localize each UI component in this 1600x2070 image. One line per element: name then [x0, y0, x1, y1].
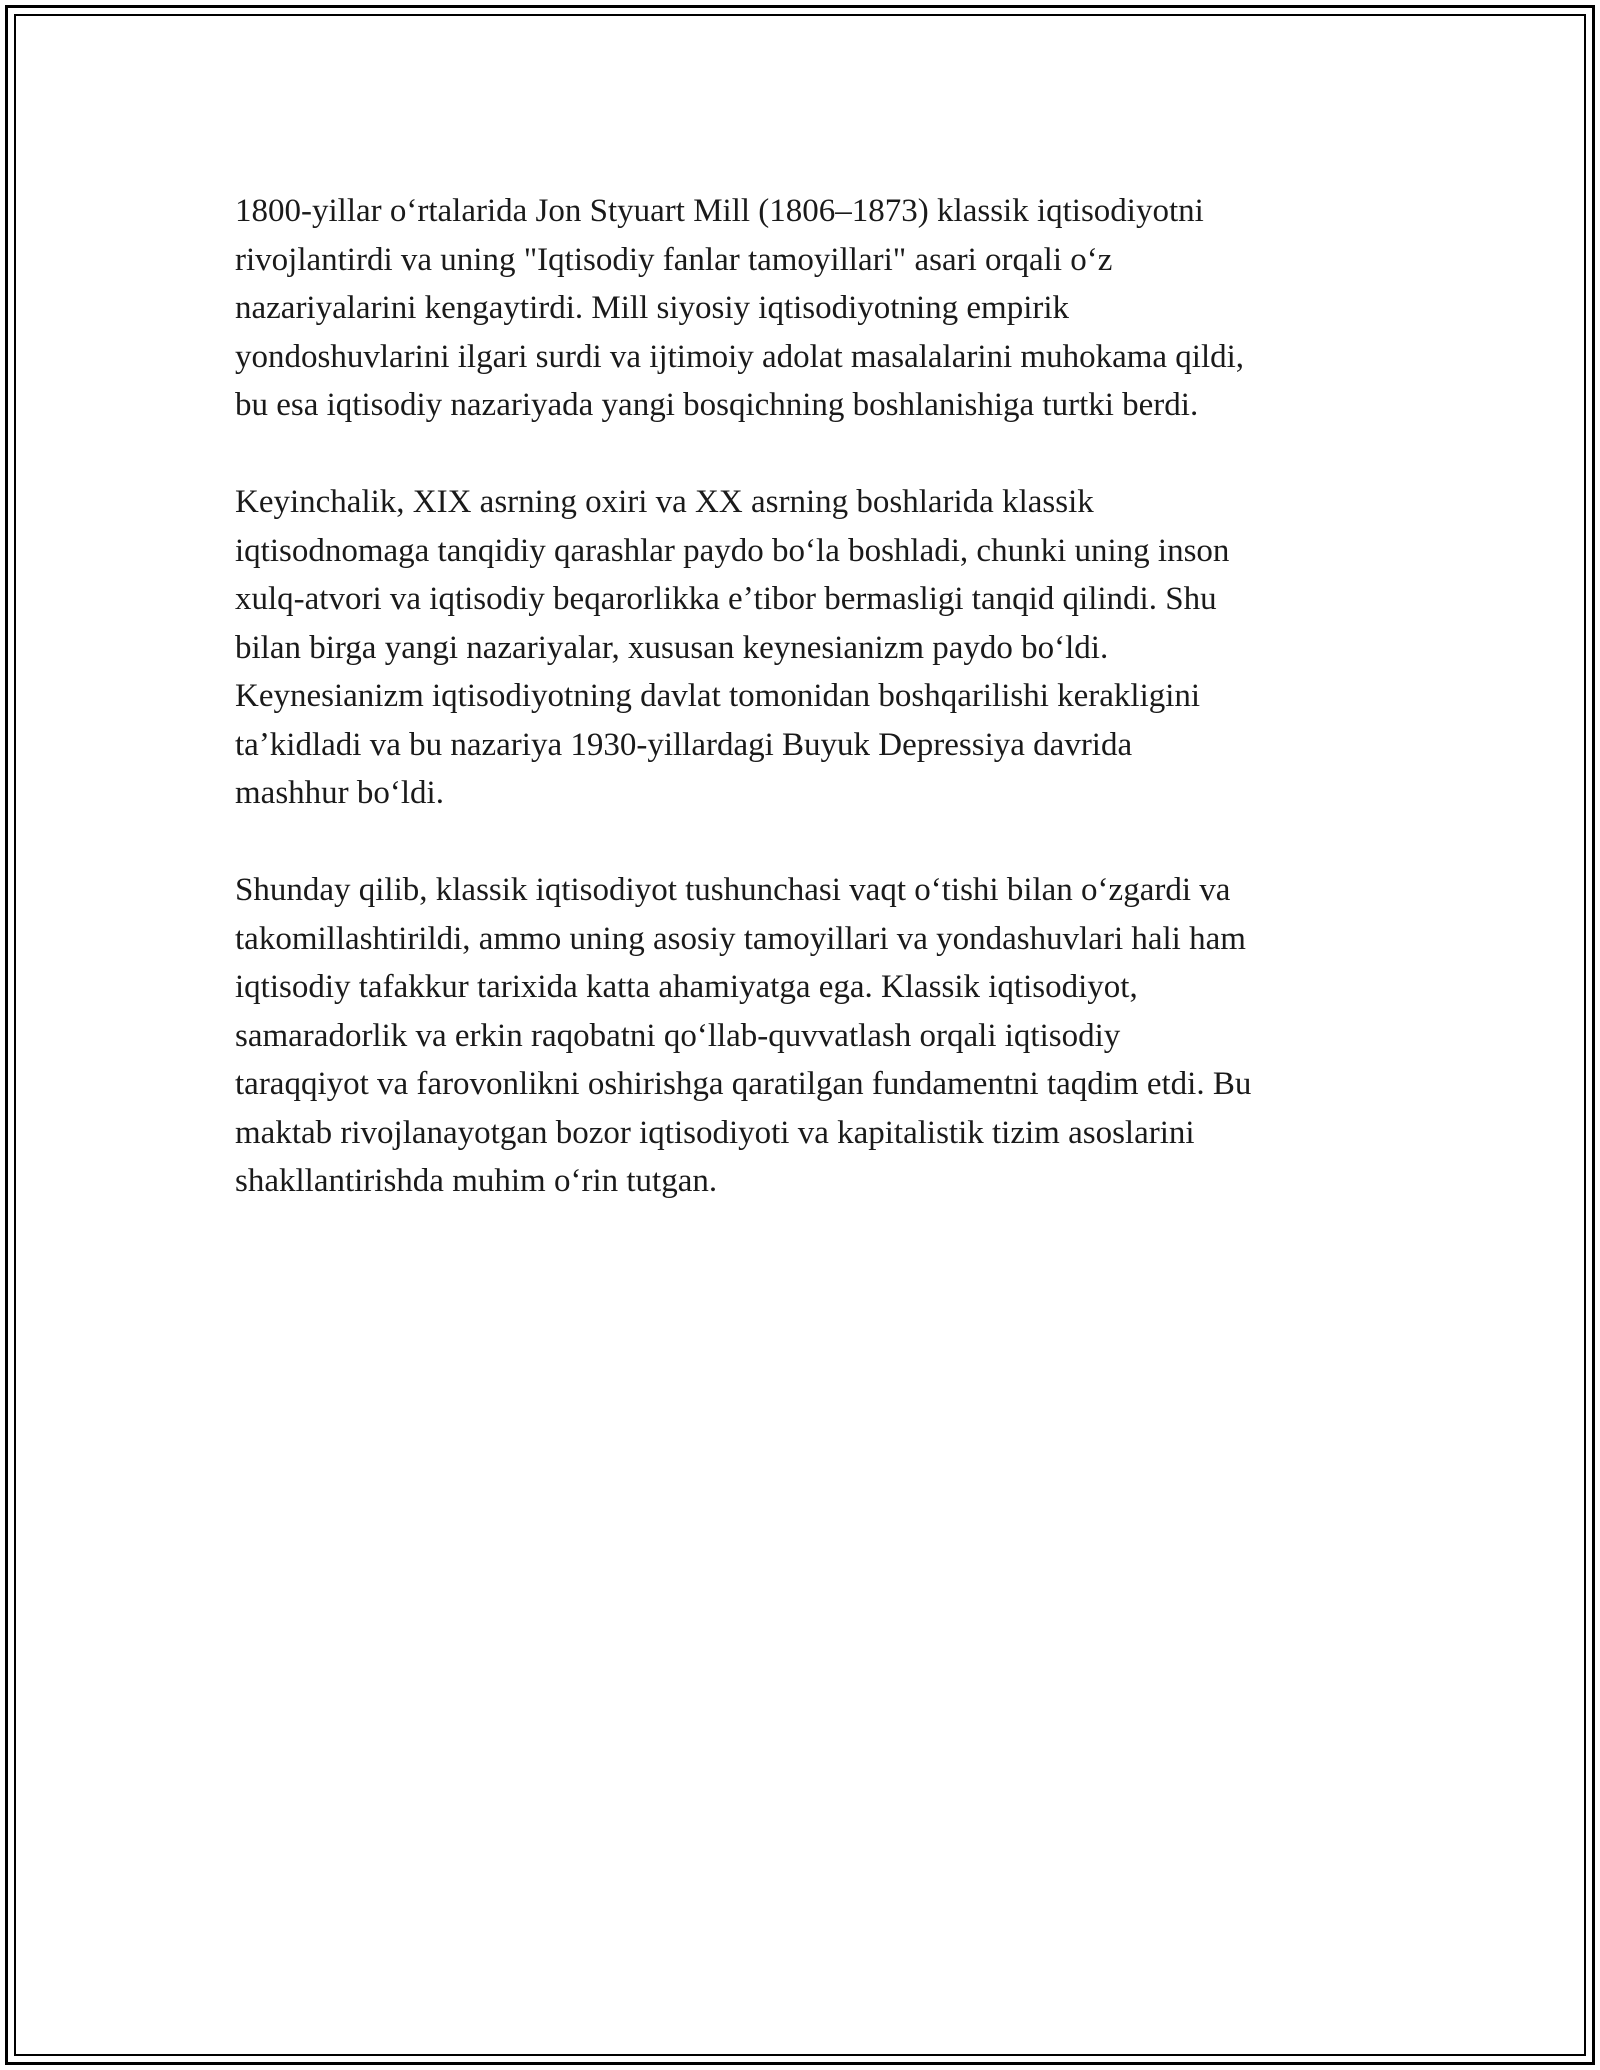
paragraph-2: Keyinchalik, XIX asrning oxiri va XX asrning boshlarida klassik iqtisodnomaga tanqidiy qarashlar paydo boʻla boshladi, chunki uning inson xulq-atvori va iqtisodiy beqarorlikka eʼtibor bermasligi tanqid qilindi. Shu bilan birga yangi nazariyalar, xususan keynesianizm paydo boʻldi. Keynesianizm iqtisodiyotning davlat tomonidan boshqarilishi kerakligini taʼkidladi va bu nazariya 1930-yillardagi Buyuk Depressiya davrida mashhur boʻldi. — [235, 484, 1230, 811]
document-body — [235, 187, 1385, 1254]
paragraph-3: Shunday qilib, klassik iqtisodiyot tushunchasi vaqt oʻtishi bilan oʻzgardi va takomillashtirildi, ammo uning asosiy tamoyillari va yondashuvlari hali ham iqtisodiy tafakkur tarixida katta ahamiyatga ega. Klassik iqtisodiyot, samaradorlik va erkin raqobatni qoʻllab-quvvatlash orqali iqtisodiy taraqqiyot va farovonlikni oshirishga qaratilgan fundamentni taqdim etdi. Bu maktab rivojlanayotgan bozor iqtisodiyoti va kapitalistik tizim asoslarini shakllantirishda muhim oʻrin tutgan. — [235, 872, 1252, 1199]
paragraph-1: 1800-yillar oʻrtalarida Jon Styuart Mill (1806–1873) klassik iqtisodiyotni rivojlantirdi va uning "Iqtisodiy fanlar tamoyillari" asari orqali oʻz nazariyalarini kengaytirdi. Mill siyosiy iqtisodiyotning empirik yondoshuvlarini ilgari surdi va ijtimoiy adolat masalalarini muhokama qildi, bu esa iqtisodiy nazariyada yangi bosqichning boshlanishiga turtki berdi. — [235, 193, 1245, 423]
